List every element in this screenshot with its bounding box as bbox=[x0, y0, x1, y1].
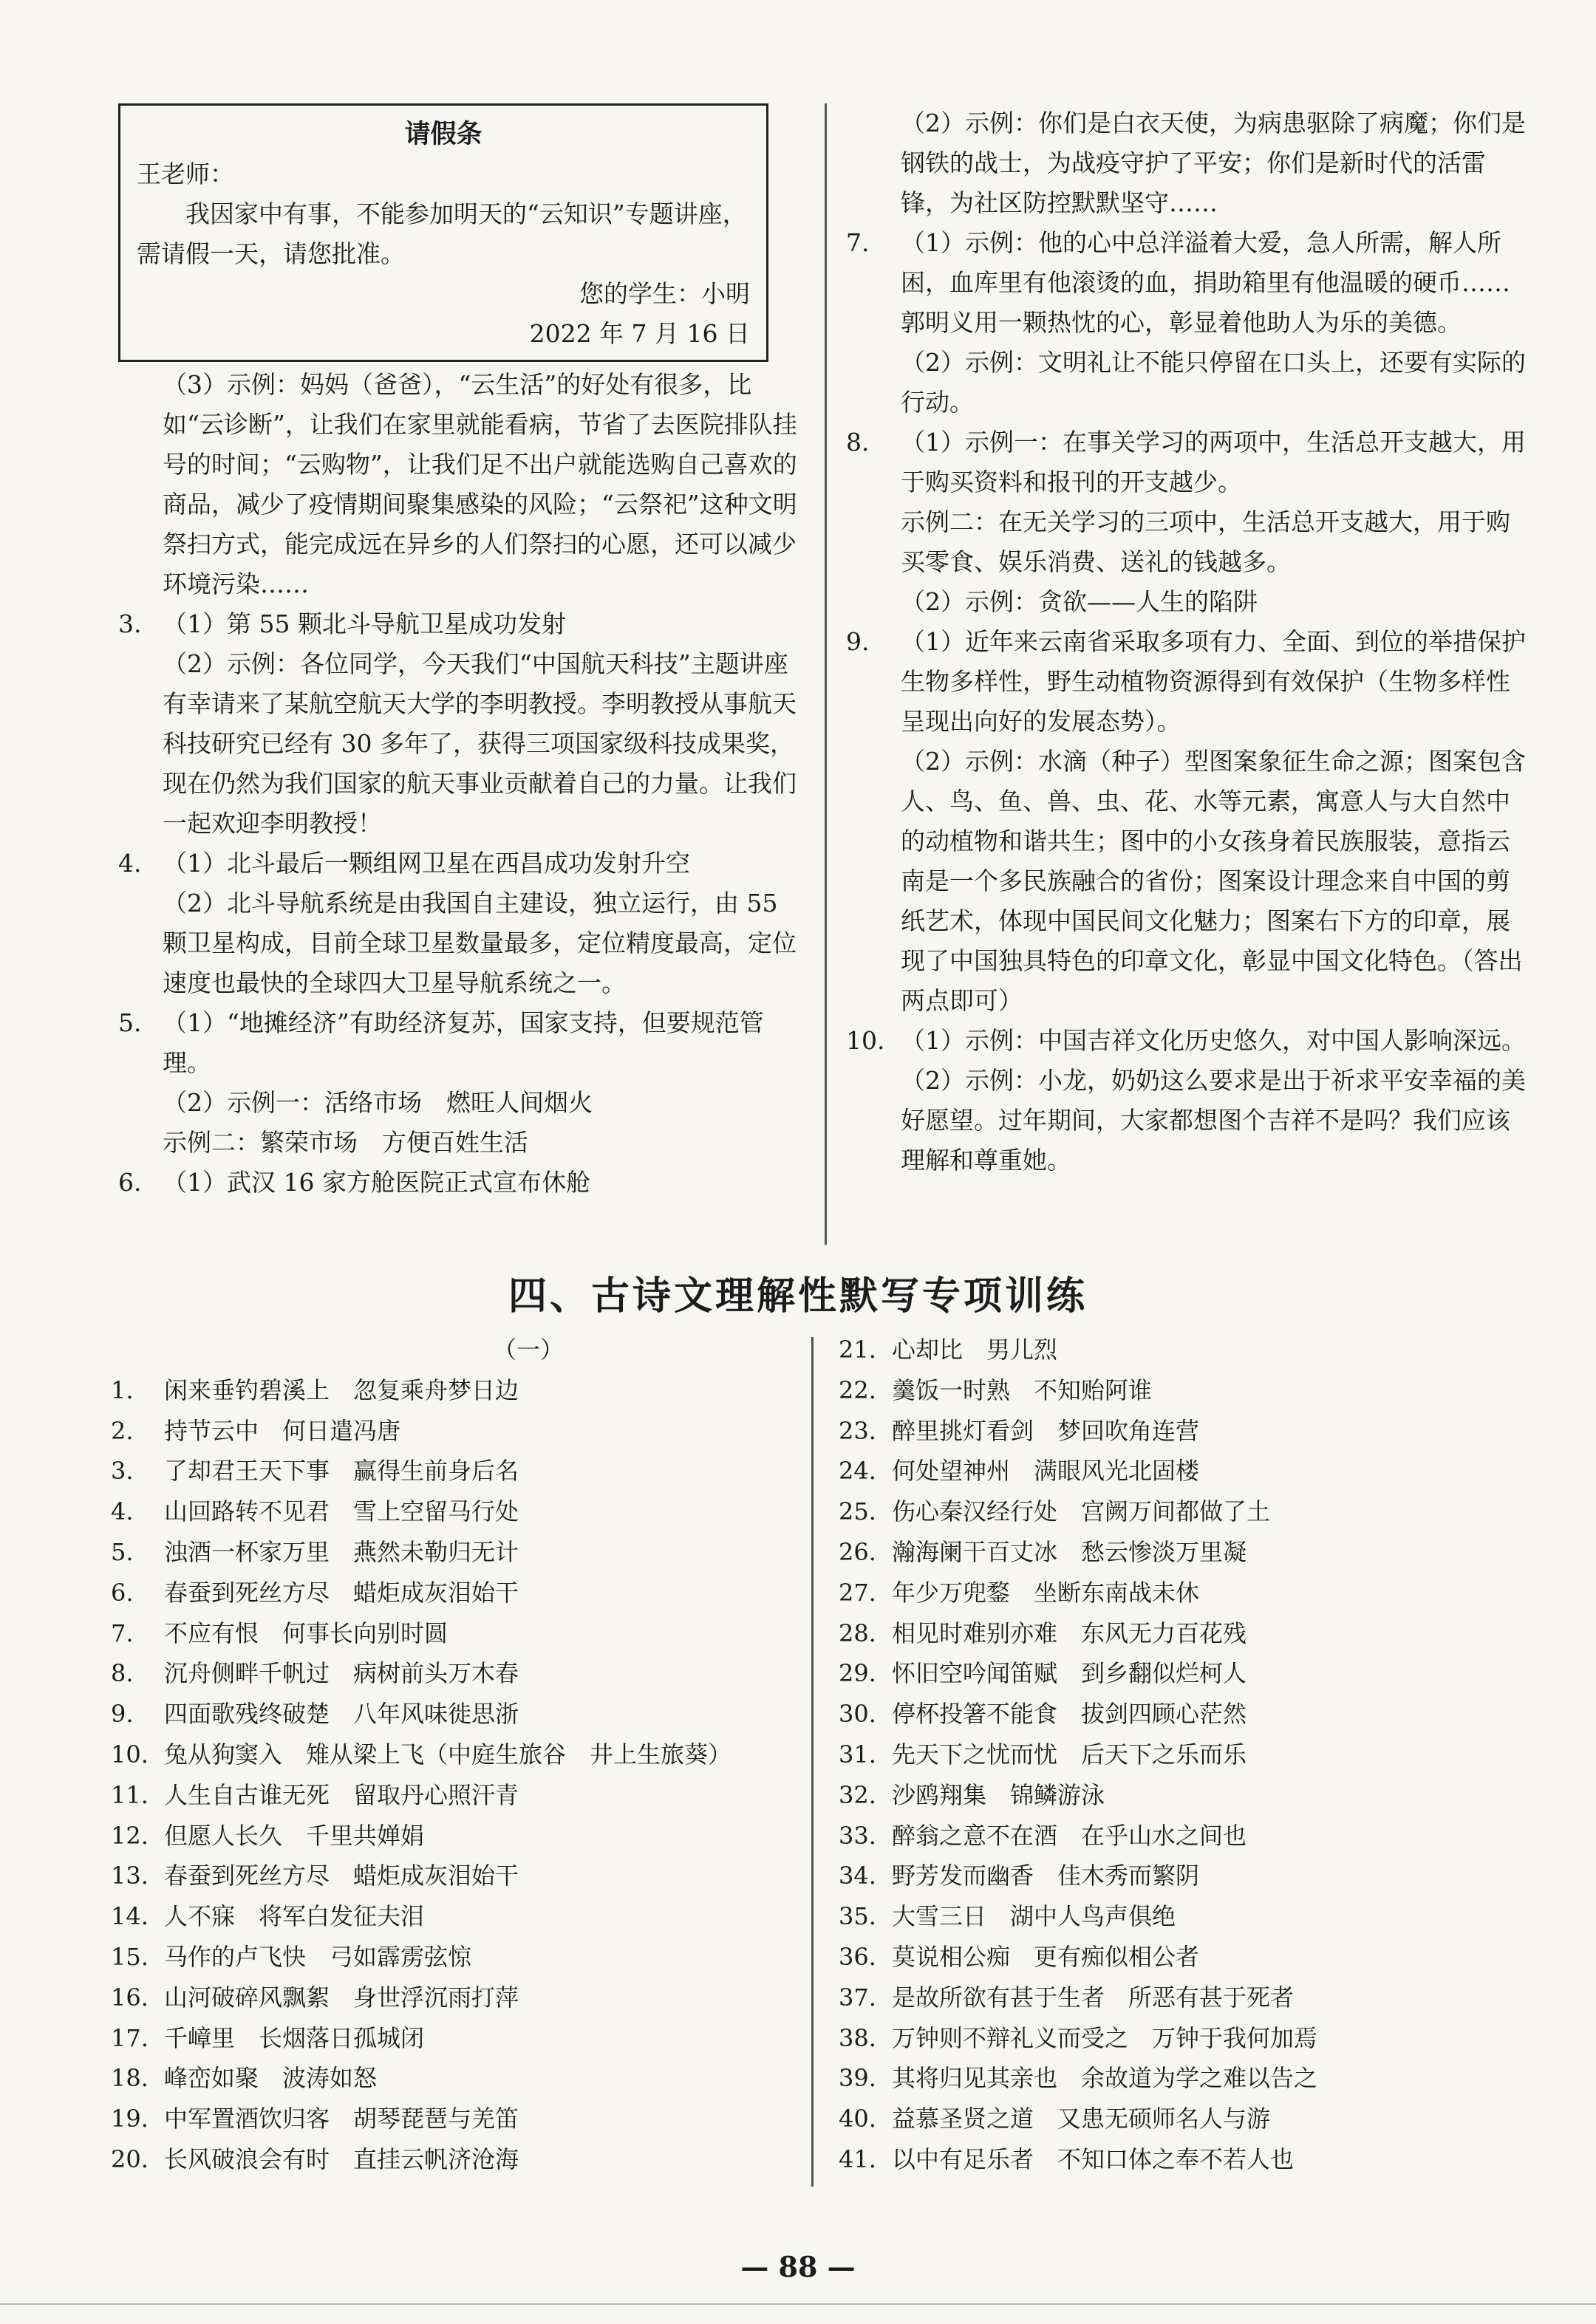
answer-item: （2）示例：水滴（种子）型图案象征生命之源；图案包含人、鸟、鱼、兽、虫、花、水等元素，寓意人与大自然中的动植物和谐共生；图中的小女孩身着民族服装，意指云南是一个多民族融合的省份；图案设计理念来自中国的剪纸艺术，体现中国民间文化魅力；图案右下方的印章，展现了中国独具特色的印章文化，彰显中国文化特色。（答出两点即可） bbox=[901, 747, 1526, 1015]
poem-row: 37. 是故所欲有甚于生者 所恶有甚于死者 bbox=[839, 1983, 1295, 2012]
poem-row: 7. 不应有恨 何事长向别时圆 bbox=[111, 1619, 449, 1647]
column-divider bbox=[811, 1337, 814, 2187]
poem-row: 21. 心却比 男儿烈 bbox=[839, 1336, 1058, 1364]
answer-item: （2）示例一：活络市场 燃旺人间烟火 bbox=[163, 1088, 593, 1117]
answer-item: （2）示例：各位同学，今天我们“中国航天科技”主题讲座有幸请来了某航空航天大学的李明教授。李明教授从事航天科技研究已经有 30 多年了，获得三项国家级科技成果奖，现在仍然为我们国家的航天事业贡献着自己的力量。让我们一起欢迎李明教授！ bbox=[163, 649, 797, 838]
poem-row: 33. 醉翁之意不在酒 在乎山水之间也 bbox=[839, 1821, 1247, 1850]
poem-row: 34. 野芳发而幽香 佳木秀而繁阴 bbox=[839, 1862, 1200, 1890]
leave-note-box bbox=[118, 103, 768, 362]
answer-item: 10. （1）示例：中国吉祥文化历史悠久，对中国人影响深远。 bbox=[846, 1026, 1526, 1055]
answer-item: （2）北斗导航系统是由我国自主建设，独立运行，由 55 颗卫星构成，目前全球卫星数量最多，定位精度最高，定位速度也最快的全球四大卫星导航系统之一。 bbox=[163, 889, 797, 997]
poem-row: 16. 山河破碎风飘絮 身世浮沉雨打萍 bbox=[111, 1983, 519, 2012]
poem-row: 41. 以中有足乐者 不知口体之奉不若人也 bbox=[839, 2144, 1295, 2173]
poem-row: 17. 千嶂里 长烟落日孤城闭 bbox=[111, 2023, 425, 2052]
poem-row: 23. 醉里挑灯看剑 梦回吹角连营 bbox=[839, 1416, 1200, 1445]
bottom-rule bbox=[0, 2303, 1596, 2305]
answer-item: （2）示例：文明礼让不能只停留在口头上，还要有实际的行动。 bbox=[901, 348, 1526, 417]
poem-row: 20. 长风破浪会有时 直挂云帆济沧海 bbox=[111, 2144, 519, 2173]
poem-row: 26. 瀚海阑干百丈冰 愁云惨淡万里凝 bbox=[839, 1537, 1247, 1566]
answer-item: 7. （1）示例：他的心中总洋溢着大爱，急人所需，解人所困，血库里有他滚烫的血，捐助箱里有他温暖的硬币……郭明义用一颗热忱的心，彰显着他助人为乐的美德。 bbox=[846, 228, 1510, 337]
poem-row: 24. 何处望神州 满眼风光北固楼 bbox=[839, 1457, 1200, 1486]
poem-row: 39. 其将归见其亲也 余故道为学之难以告之 bbox=[839, 2064, 1318, 2093]
left-column bbox=[118, 103, 805, 1203]
poem-row: 29. 怀旧空吟闻笛赋 到乡翻似烂柯人 bbox=[839, 1659, 1247, 1688]
answer-item: 8. （1）示例一：在事关学习的两项中，生活总开支越大，用于购买资料和报刊的开支越少。 bbox=[846, 428, 1526, 496]
subsection-title: （一） bbox=[492, 1336, 564, 1364]
poem-row: 3. 了却君王天下事 赢得生前身后名 bbox=[111, 1457, 519, 1486]
answer-item: 5. （1）“地摊经济”有助经济复苏，国家支持，但要规范管理。 bbox=[118, 1008, 764, 1077]
leave-note-greeting: 王老师： bbox=[137, 160, 234, 188]
poem-row: 13. 春蚕到死丝方尽 蜡炬成灰泪始干 bbox=[111, 1862, 519, 1890]
poem-row: 31. 先天下之忧而忧 后天下之乐而乐 bbox=[839, 1740, 1247, 1768]
answer-item: （2）示例：小龙，奶奶这么要求是出于祈求平安幸福的美好愿望。过年期间，大家都想图个吉祥不是吗？我们应该理解和尊重她。 bbox=[901, 1066, 1526, 1175]
poem-row: 4. 山回路转不见君 雪上空留马行处 bbox=[111, 1497, 519, 1526]
poem-row: 36. 莫说相公痴 更有痴似相公者 bbox=[839, 1942, 1200, 1971]
answer-item: （2）示例：你们是白衣天使，为病患驱除了病魔；你们是钢铁的战士，为战疫守护了平安；你们是新时代的活雷锋，为社区防控默默坚守…… bbox=[901, 109, 1526, 217]
poem-row: 22. 羹饭一时熟 不知贻阿谁 bbox=[839, 1375, 1153, 1404]
answer-item: 示例二：繁荣市场 方便百姓生活 bbox=[163, 1128, 528, 1157]
poem-row: 10. 兔从狗窦入 雉从梁上飞（中庭生旅谷 井上生旅葵） bbox=[111, 1740, 732, 1768]
answer-item: 示例二：在无关学习的三项中，生活总开支越大，用于购买零食、娱乐消费、送礼的钱越多。 bbox=[901, 507, 1510, 576]
poem-list-right bbox=[839, 1330, 1526, 2180]
poem-row: 11. 人生自古谁无死 留取丹心照汗青 bbox=[111, 1780, 519, 1809]
page-number: — 88 — bbox=[740, 2250, 856, 2283]
leave-note-signature: 您的学生：小明 bbox=[579, 279, 750, 308]
poem-row: 9. 四面歌残终破楚 八年风味徙思浙 bbox=[111, 1700, 519, 1729]
poem-row: 6. 春蚕到死丝方尽 蜡炬成灰泪始干 bbox=[111, 1578, 519, 1607]
poem-row: 19. 中军置酒饮归客 胡琴琵琶与羌笛 bbox=[111, 2105, 519, 2133]
poem-row: 28. 相见时难别亦难 东风无力百花残 bbox=[839, 1619, 1247, 1647]
poem-row: 27. 年少万兜鍪 坐断东南战未休 bbox=[839, 1578, 1200, 1607]
poem-row: 30. 停杯投箸不能食 拔剑四顾心茫然 bbox=[839, 1700, 1247, 1729]
answer-item: （3）示例：妈妈（爸爸），“云生活”的好处有很多，比如“云诊断”，让我们在家里就能看病，节省了去医院排队挂号的时间；“云购物”，让我们足不出户就能选购自己喜欢的商品，减少了疫情期间聚集感染的风险；“云祭祀”这种文明祭扫方式，能完成远在异乡的人们祭扫的心愿，还可以减少环境污染…… bbox=[163, 370, 797, 598]
answer-item: 6. （1）武汉 16 家方舱医院正式宣布休舱 bbox=[118, 1168, 590, 1197]
right-column bbox=[846, 103, 1530, 1180]
poem-row: 14. 人不寐 将军白发征夫泪 bbox=[111, 1902, 425, 1931]
poem-row: 18. 峰峦如聚 波涛如怒 bbox=[111, 2064, 378, 2093]
answer-item: 4. （1）北斗最后一颗组网卫星在西昌成功发射升空 bbox=[118, 849, 690, 878]
answer-item: （2）示例：贪欲——人生的陷阱 bbox=[901, 587, 1258, 616]
poem-row: 38. 万钟则不辩礼义而受之 万钟于我何加焉 bbox=[839, 2023, 1318, 2052]
answer-item: 3. （1）第 55 颗北斗导航卫星成功发射 bbox=[118, 609, 566, 638]
poem-row: 32. 沙鸥翔集 锦鳞游泳 bbox=[839, 1780, 1105, 1809]
poem-row: 15. 马作的卢飞快 弓如霹雳弦惊 bbox=[111, 1942, 472, 1971]
section-title: 四、古诗文理解性默写专项训练 bbox=[508, 1274, 1088, 1319]
poem-row: 40. 益慕圣贤之道 又患无硕师名人与游 bbox=[839, 2105, 1271, 2133]
poem-row: 35. 大雪三日 湖中人鸟声俱绝 bbox=[839, 1902, 1176, 1931]
poem-row: 1. 闲来垂钓碧溪上 忽复乘舟梦日边 bbox=[111, 1375, 519, 1404]
poem-row: 25. 伤心秦汉经行处 宫阙万间都做了土 bbox=[839, 1497, 1271, 1526]
poem-row: 8. 沉舟侧畔千帆过 病树前头万木春 bbox=[111, 1659, 519, 1688]
poem-row: 12. 但愿人长久 千里共婵娟 bbox=[111, 1821, 425, 1850]
poem-row: 5. 浊酒一杯家万里 燕然未勒归无计 bbox=[111, 1537, 519, 1566]
leave-note-title: 请假条 bbox=[404, 119, 482, 149]
column-divider bbox=[825, 103, 827, 1245]
poem-list-left bbox=[111, 1330, 798, 2180]
leave-note-date: 2022 年 7 月 16 日 bbox=[529, 319, 750, 348]
leave-note-body: 我因家中有事，不能参加明天的“云知识”专题讲座，需请假一天，请您批准。 bbox=[137, 199, 747, 268]
answer-item: 9. （1）近年来云南省采取多项有力、全面、到位的举措保护生物多样性，野生动植物资源得到有效保护（生物多样性呈现出向好的发展态势）。 bbox=[846, 627, 1526, 736]
poem-row: 2. 持节云中 何日遣冯唐 bbox=[111, 1416, 401, 1445]
